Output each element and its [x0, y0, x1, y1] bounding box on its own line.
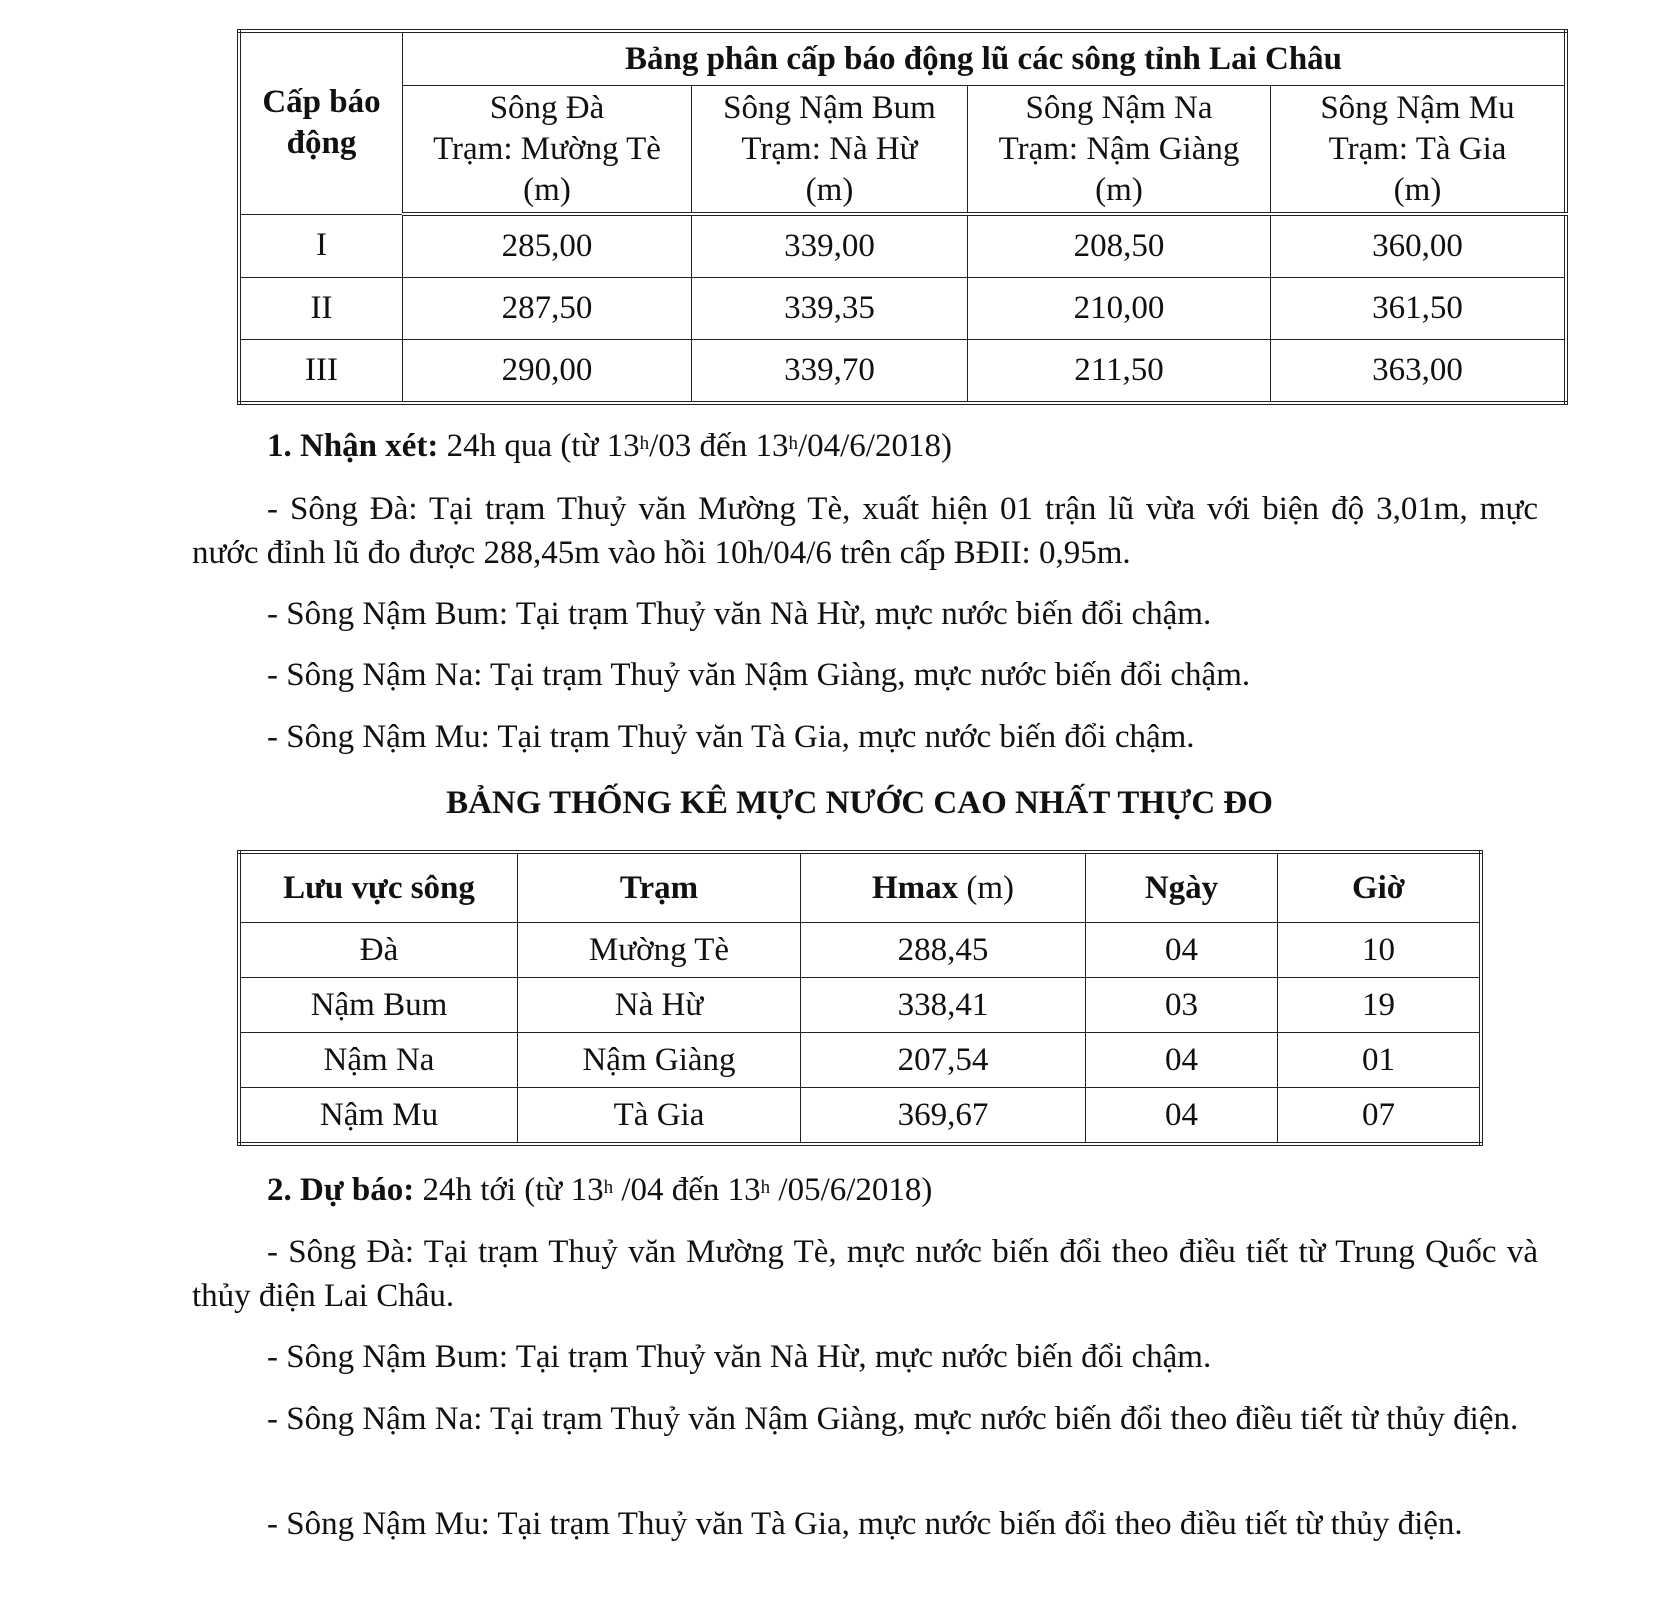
column-header-song-nam-mu: Sông Nậm Mu Trạm: Tà Gia (m) [1271, 86, 1567, 215]
value-cell: 363,00 [1271, 340, 1567, 404]
section1-label: 1. Nhận xét: [267, 428, 439, 464]
section1-paragraph-nam-na: - Sông Nậm Na: Tại trạm Thuỷ văn Nậm Giàng, mực nước biến đổi chậm. [267, 657, 1251, 693]
section2-paragraph-nam-na: - Sông Nậm Na: Tại trạm Thuỷ văn Nậm Giàng, mực nước biến đổi theo điều tiết từ thủy điện. [267, 1401, 1519, 1437]
value-cell: 339,00 [692, 214, 968, 278]
day-cell: 04 [1086, 1088, 1278, 1145]
section2-heading: 2. Dự báo: 24h tới (từ 13$^h$ /04 đến 13$^h$ /05/6/2018) [267, 1172, 933, 1208]
table-row [239, 214, 1566, 278]
section1-paragraph-da: - Sông Đà: Tại trạm Thuỷ văn Mường Tè, xuất hiện 01 trận lũ vừa với biện độ 3,01m, mực nước đỉnh lũ đo được 288,45m vào hồi 10h/04/6 trên cấp BĐII: 0,95m. [192, 491, 1538, 571]
value-cell: 287,50 [403, 278, 692, 340]
hmax-cell: 338,41 [801, 978, 1086, 1033]
header-hmax: Hmax (m) [801, 852, 1086, 923]
max-water-level-table [237, 850, 1483, 1146]
day-cell: 04 [1086, 923, 1278, 978]
day-cell: 03 [1086, 978, 1278, 1033]
table-row [239, 923, 1481, 978]
section2-paragraph-nam-mu: - Sông Nậm Mu: Tại trạm Thuỷ văn Tà Gia, mực nước biến đổi theo điều tiết từ thủy điện. [267, 1506, 1463, 1542]
header-basin: Lưu vực sông [239, 852, 518, 923]
value-cell: 361,50 [1271, 278, 1567, 340]
hmax-cell: 369,67 [801, 1088, 1086, 1145]
header-hour: Giờ [1278, 852, 1482, 923]
alert-table-title: Bảng phân cấp báo động lũ các sông tỉnh Lai Châu [403, 31, 1567, 86]
header-station: Trạm [518, 852, 801, 923]
alert-level-table [237, 29, 1568, 405]
basin-cell: Nậm Mu [239, 1088, 518, 1145]
section1-heading: 1. Nhận xét: 24h qua (từ 13$^h$/03 đến 13$^h$/04/6/2018) [267, 428, 952, 464]
hour-cell: 10 [1278, 923, 1482, 978]
value-cell: 285,00 [403, 214, 692, 278]
basin-cell: Nậm Bum [239, 978, 518, 1033]
stats-table-title: BẢNG THỐNG KÊ MỰC NƯỚC CAO NHẤT THỰC ĐO [446, 785, 1273, 821]
header-day: Ngày [1086, 852, 1278, 923]
section2-paragraph-nam-bum: - Sông Nậm Bum: Tại trạm Thuỷ văn Nà Hừ, mực nước biến đổi chậm. [267, 1339, 1212, 1375]
value-cell: 339,35 [692, 278, 968, 340]
station-cell: Nậm Giàng [518, 1033, 801, 1088]
column-header-song-nam-na: Sông Nậm Na Trạm: Nậm Giàng (m) [968, 86, 1271, 215]
value-cell: 360,00 [1271, 214, 1567, 278]
section1-paragraph-nam-bum: - Sông Nậm Bum: Tại trạm Thuỷ văn Nà Hừ, mực nước biến đổi chậm. [267, 596, 1212, 632]
hour-cell: 19 [1278, 978, 1482, 1033]
table-row [239, 278, 1566, 340]
alert-level-cell: II [239, 278, 403, 340]
value-cell: 290,00 [403, 340, 692, 404]
section1-paragraph-nam-mu: - Sông Nậm Mu: Tại trạm Thuỷ văn Tà Gia, mực nước biến đổi chậm. [267, 719, 1195, 755]
station-cell: Tà Gia [518, 1088, 801, 1145]
section2-label: 2. Dự báo: [267, 1172, 415, 1208]
table-row [239, 340, 1566, 404]
table-row [239, 1088, 1481, 1145]
station-cell: Nà Hừ [518, 978, 801, 1033]
value-cell: 210,00 [968, 278, 1271, 340]
alert-level-header: Cấp báo động [239, 31, 403, 214]
hmax-cell: 288,45 [801, 923, 1086, 978]
day-cell: 04 [1086, 1033, 1278, 1088]
value-cell: 339,70 [692, 340, 968, 404]
basin-cell: Đà [239, 923, 518, 978]
table-row [239, 1033, 1481, 1088]
alert-level-cell: III [239, 340, 403, 404]
table-row [239, 978, 1481, 1033]
value-cell: 211,50 [968, 340, 1271, 404]
column-header-song-da: Sông Đà Trạm: Mường Tè (m) [403, 86, 692, 215]
hour-cell: 01 [1278, 1033, 1482, 1088]
basin-cell: Nậm Na [239, 1033, 518, 1088]
value-cell: 208,50 [968, 214, 1271, 278]
hmax-cell: 207,54 [801, 1033, 1086, 1088]
station-cell: Mường Tè [518, 923, 801, 978]
alert-level-cell: I [239, 214, 403, 278]
column-header-song-nam-bum: Sông Nậm Bum Trạm: Nà Hừ (m) [692, 86, 968, 215]
section2-paragraph-da: - Sông Đà: Tại trạm Thuỷ văn Mường Tè, mực nước biến đổi theo điều tiết từ Trung Quốc và thủy điện Lai Châu. [192, 1234, 1538, 1314]
hour-cell: 07 [1278, 1088, 1482, 1145]
